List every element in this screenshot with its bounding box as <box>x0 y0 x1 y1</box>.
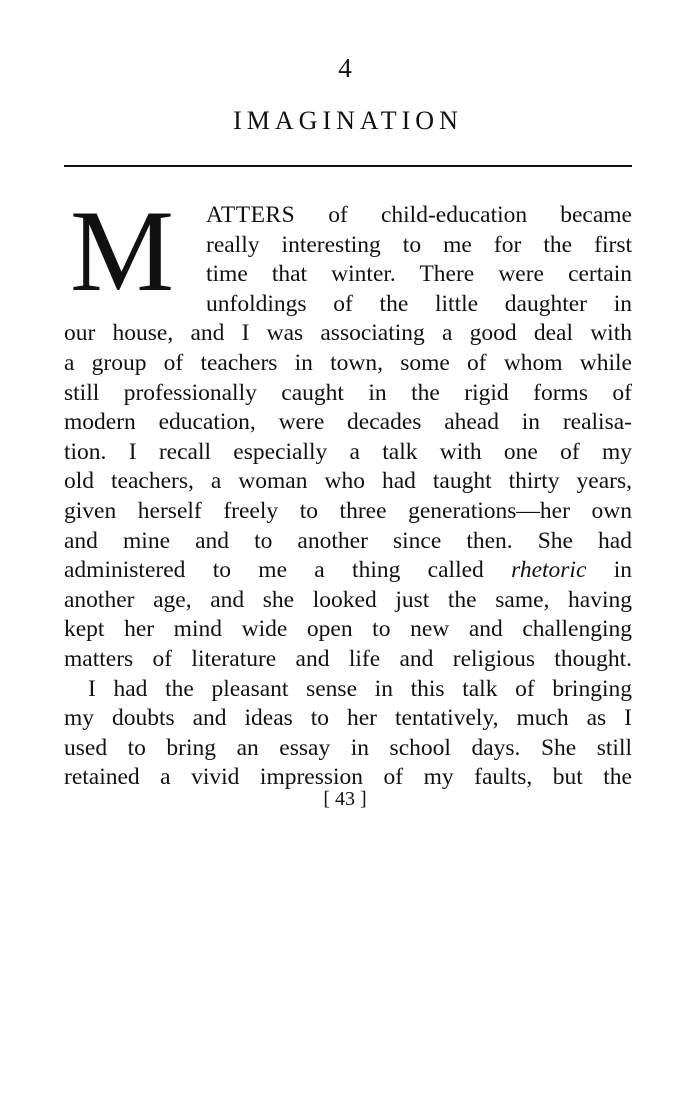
text-line-4: unfoldings of the little daughter in <box>206 290 632 317</box>
text-line-12: and mine and to another since then. She had <box>64 527 632 554</box>
text-line-6: a group of teachers in town, some of whom while <box>64 349 632 376</box>
body-text <box>64 187 632 793</box>
text-line-10: old teachers, a woman who had taught thirty years, <box>64 468 632 495</box>
line-text: administered to me a thing called <box>64 557 512 584</box>
text-line-8: modern education, were decades ahead in realisa- <box>64 409 632 436</box>
text-line-20: retained a vivid impression of my faults, but the <box>64 764 632 791</box>
text-line-19: used to bring an essay in school days. She still <box>64 734 632 761</box>
line-text: of child-education became <box>295 202 632 228</box>
text-line-3: time that winter. There were certain <box>206 261 632 288</box>
text-line-5: our house, and I was associating a good deal with <box>64 320 632 347</box>
text-line-14: another age, and she looked just the same, having <box>64 586 632 613</box>
drop-cap: M <box>70 187 175 316</box>
page-number: [ 43 ] <box>323 788 367 810</box>
text-line-7: still professionally caught in the rigid forms of <box>64 379 632 406</box>
text-line-15: kept her mind wide open to new and challenging <box>64 616 632 643</box>
line-text: in <box>586 557 632 584</box>
title-rule <box>64 165 632 167</box>
italic-word: rhetoric <box>511 557 587 584</box>
text-line-2: really interesting to me for the first <box>206 231 632 258</box>
chapter-title: IMAGINATION <box>233 106 463 135</box>
text-line-16: matters of literature and life and religious thought. <box>64 645 632 672</box>
text-line-11: given herself freely to three generations—her own <box>64 497 632 524</box>
chapter-number: 4 <box>338 53 352 83</box>
text-line-13 <box>64 556 632 586</box>
text-line-17: I had the pleasant sense in this talk of bringing <box>88 675 632 702</box>
opening-word: ATTERS <box>206 202 296 228</box>
text-line-9: tion. I recall especially a talk with one of my <box>64 438 632 465</box>
text-line-18: my doubts and ideas to her tentatively, much as I <box>64 705 632 732</box>
